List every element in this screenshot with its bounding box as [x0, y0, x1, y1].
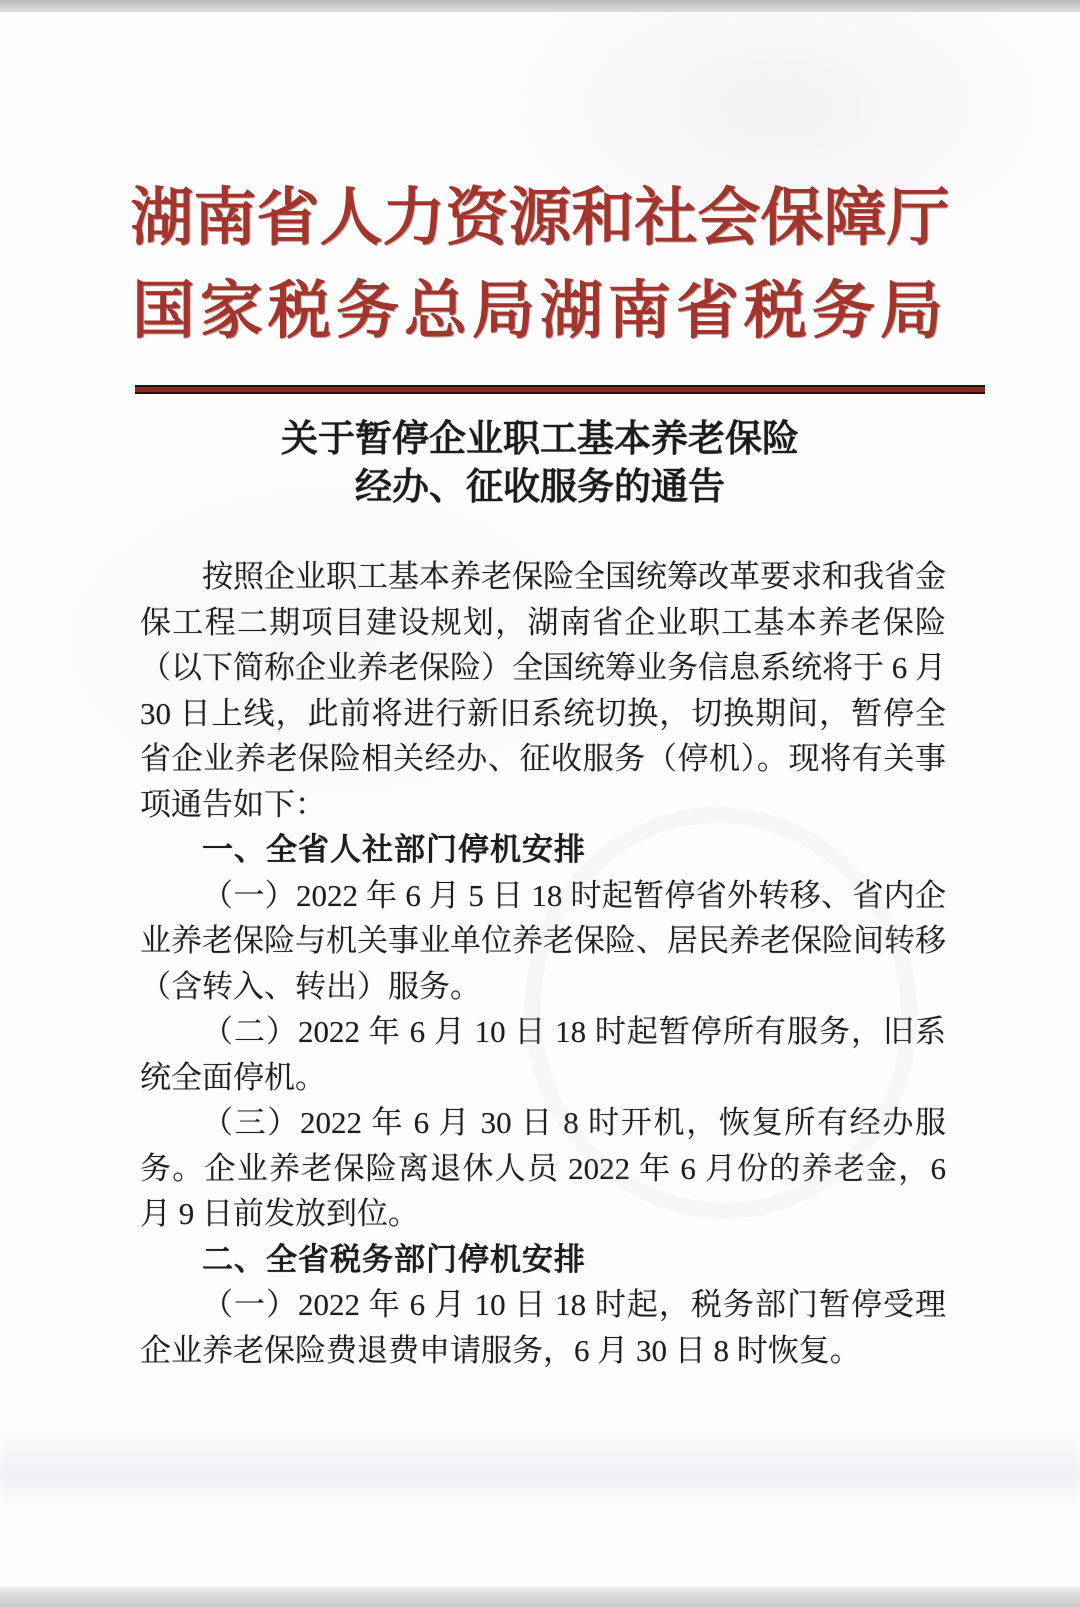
issuer-header — [0, 172, 1080, 358]
section1-item-3: （三）2022 年 6 月 30 日 8 时开机，恢复所有经办服务。企业养老保险离退休人员 2022 年 6 月份的养老金，6 月 9 日前发放到位。 — [140, 1105, 946, 1231]
intro-paragraph: 按照企业职工基本养老保险全国统筹改革要求和我省金保工程二期项目建设规划，湖南省企业职工基本养老保险（以下简称企业养老保险）全国统筹业务信息系统将于 6 月 30 日上线，此前将进行新旧系统切换，切换期间，暂停全省企业养老保险相关经办、征收服务（停机）。现将有关事项通告如下： — [140, 559, 946, 822]
top-scan-strip — [0, 0, 1080, 12]
document-page — [0, 12, 1080, 1587]
section2-heading: 二、全省税务部门停机安排 — [202, 1241, 586, 1277]
bottom-scan-strip — [0, 1587, 1080, 1607]
section1-heading: 一、全省人社部门停机安排 — [202, 832, 586, 867]
doc-title-line1: 关于暂停企业职工基本养老保险 — [281, 419, 799, 460]
section2-item-1: （一）2022 年 6 月 10 日 18 时起，税务部门暂停受理企业养老保险费退费申请服务，6 月 30 日 8 时恢复。 — [140, 1287, 946, 1368]
issuer-header-line2: 国家税务总局湖南省税务局 — [132, 276, 948, 346]
doc-title — [0, 416, 1080, 512]
issuer-header-line1: 湖南省人力资源和社会保障厅 — [130, 183, 950, 253]
doc-title-line2: 经办、征收服务的通告 — [355, 467, 725, 508]
section1-item-2: （二）2022 年 6 月 10 日 18 时起暂停所有服务，旧系统全面停机。 — [140, 1014, 946, 1095]
red-divider-line — [135, 385, 985, 394]
bleedthrough-smudge — [0, 1424, 1080, 1514]
section1-item-1: （一）2022 年 6 月 5 日 18 时起暂停省外转移、省内企业养老保险与机关事业单位养老保险、居民养老保险间转移（含转入、转出）服务。 — [140, 877, 946, 1004]
